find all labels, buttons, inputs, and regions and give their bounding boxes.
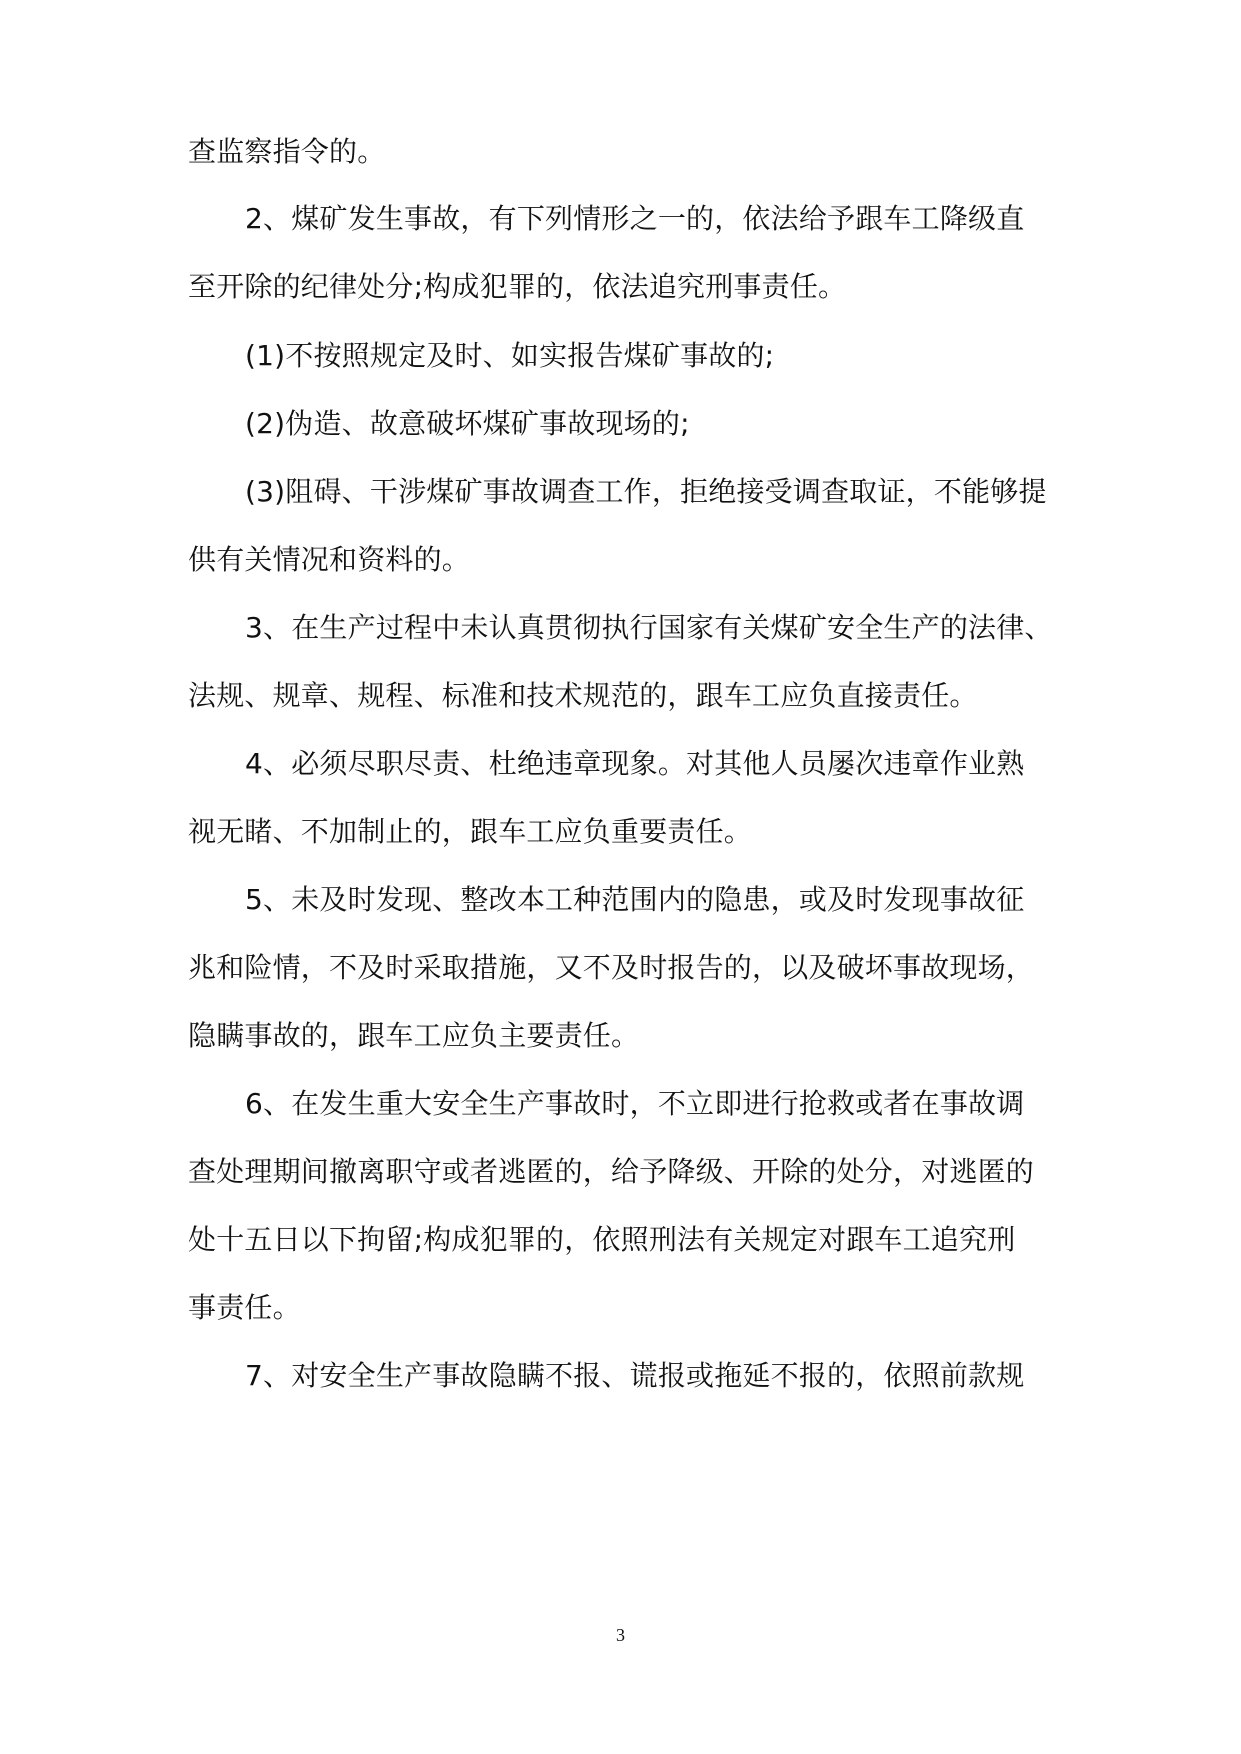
text-line: 查监察指令的。 xyxy=(188,135,386,168)
text-line: 3、在生产过程中未认真贯彻执行国家有关煤矿安全生产的法律、 xyxy=(245,611,1053,644)
text-line: 查处理期间撤离职守或者逃匿的，给予降级、开除的处分，对逃匿的 xyxy=(188,1155,1035,1188)
text-line: 2、煤矿发生事故，有下列情形之一的，依法给予跟车工降级直 xyxy=(245,202,1025,235)
text-line: 6、在发生重大安全生产事故时，不立即进行抢救或者在事故调 xyxy=(245,1087,1025,1120)
text-line: 处十五日以下拘留;构成犯罪的，依照刑法有关规定对跟车工追究刑 xyxy=(188,1223,1016,1256)
text-line: 供有关情况和资料的。 xyxy=(188,543,471,576)
text-line: 4、必须尽职尽责、杜绝违章现象。对其他人员屡次违章作业熟 xyxy=(245,747,1025,780)
text-line: 7、对安全生产事故隐瞒不报、谎报或拖延不报的，依照前款规 xyxy=(245,1359,1025,1392)
text-line: (3)阻碍、干涉煤矿事故调查工作，拒绝接受调查取证，不能够提 xyxy=(245,475,1047,508)
text-line: 隐瞒事故的，跟车工应负主要责任。 xyxy=(188,1019,640,1052)
text-line: (2)伪造、故意破坏煤矿事故现场的; xyxy=(245,407,690,440)
page-number: 3 xyxy=(616,1625,625,1645)
text-line: 事责任。 xyxy=(188,1291,301,1324)
text-line: 兆和险情，不及时采取措施，又不及时报告的，以及破坏事故现场， xyxy=(188,951,1035,984)
text-line: 至开除的纪律处分;构成犯罪的，依法追究刑事责任。 xyxy=(188,270,847,303)
text-line: 法规、规章、规程、标准和技术规范的，跟车工应负直接责任。 xyxy=(188,679,978,712)
text-line: (1)不按照规定及时、如实报告煤矿事故的; xyxy=(245,339,775,372)
text-line: 视无睹、不加制止的，跟车工应负重要责任。 xyxy=(188,815,753,848)
text-line: 5、未及时发现、整改本工种范围内的隐患，或及时发现事故征 xyxy=(245,883,1025,916)
